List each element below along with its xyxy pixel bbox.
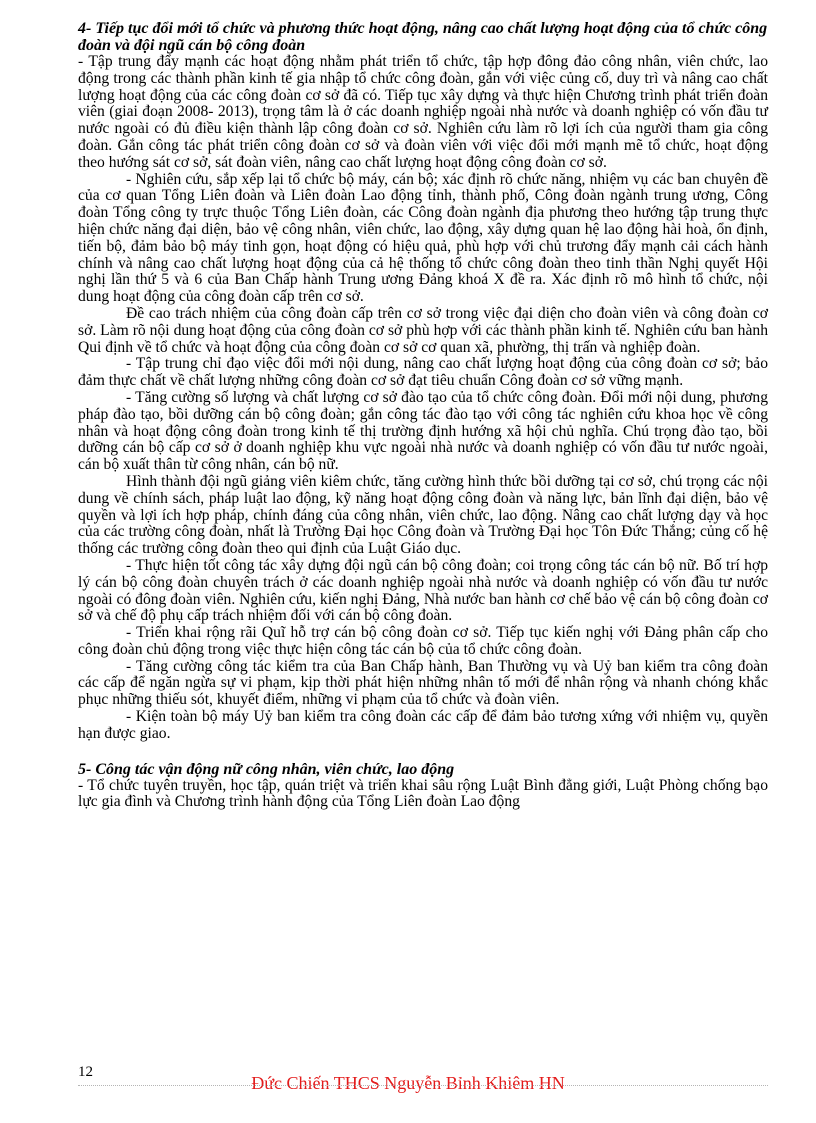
paragraph: Đề cao trách nhiệm của công đoàn cấp trên cơ sở trong việc đại diện cho đoàn viên và công đoàn cơ sở. Làm rõ nội dung hoạt động của công đoàn cơ sở phù hợp với các thành phần kinh tế. Nghiên cứu ban hành Qui định về tổ chức và hoạt động của công đoàn cơ sở cơ quan xã, phường, thị trấn và nghiệp đoàn. bbox=[78, 304, 768, 356]
paragraph: - Nghiên cứu, sắp xếp lại tổ chức bộ máy, cán bộ; xác định rõ chức năng, nhiệm vụ các ban chuyên đề của cơ quan Tổng Liên đoàn và Liên đoàn Lao động tỉnh, thành phố, Công đoàn ngành trung ương, Công đoàn Tổng công ty trực thuộc Tổng Liên đoàn, các Công đoàn ngành địa phương theo hướng tập trung thực hiện chức năng đại diện, bảo vệ công nhân, viên chức, lao động, xây dựng quan hệ lao động hài hoà, ổn định, tiến bộ, đảm bảo bộ máy tinh gọn, hoạt động có hiệu quả, phù hợp với chủ trương đẩy mạnh cải cách hành chính và nâng cao chất lượng hoạt động của cả hệ thống tổ chức công đoàn theo tinh thần Nghị quyết Hội nghị lần thứ 5 và 6 của Ban Chấp hành Trung ương Đảng khoá X đề ra. Xác định rõ mô hình tổ chức, nội dung hoạt động của công đoàn cấp trên cơ sở. bbox=[78, 170, 768, 306]
paragraph: - Thực hiện tốt công tác xây dựng đội ngũ cán bộ công đoàn; coi trọng công tác cán bộ nữ. Bố trí hợp lý cán bộ công đoàn chuyên trách ở các doanh nghiệp ngoài nhà nước và doanh nghiệp có vốn đầu tư nước ngoài có đông đoàn viên. Nghiên cứu, kiến nghị Đảng, Nhà nước ban hành cơ chế bảo vệ cán bộ công đoàn cơ sở và chế độ phụ cấp trách nhiệm đối với cán bộ công đoàn. bbox=[78, 556, 768, 625]
section-5-heading: 5- Công tác vận động nữ công nhân, viên chức, lao động bbox=[78, 760, 455, 778]
section-4-content bbox=[78, 54, 768, 743]
paragraph: - Tăng cường công tác kiểm tra của Ban Chấp hành, Ban Thường vụ và Uỷ ban kiểm tra công đoàn các cấp để ngăn ngừa sự vi phạm, kịp thời phát hiện những nhân tố mới để nhân rộng và nhanh chóng khắc phục những thiếu sót, khuyết điểm, những vi phạm của tổ chức và đoàn viên. bbox=[78, 657, 768, 709]
paragraph: Hình thành đội ngũ giảng viên kiêm chức, tăng cường hình thức bồi dưỡng tại cơ sở, chú trọng các nội dung về chính sách, pháp luật lao động, kỹ năng hoạt động công đoàn và năng lực, bản lĩnh đại diện, bảo vệ quyền và lợi ích hợp pháp, chính đáng của công nhân, viên chức, lao động. Nâng cao chất lượng dạy và học của các trường công đoàn, nhất là Trường Đại học Công đoàn và Trường Đại học Tôn Đức Thắng; củng cố hệ thống các trường công đoàn theo qui định của Luật Giáo dục. bbox=[78, 472, 768, 558]
section-4-heading: 4- Tiếp tục đổi mới tổ chức và phương thức hoạt động, nâng cao chất lượng hoạt động của tổ chức công đoàn và đội ngũ cán bộ công đoàn bbox=[78, 20, 768, 54]
page-number: 12 bbox=[78, 1064, 93, 1080]
page-footer: Đức Chiến THCS Nguyễn Bỉnh Khiêm HN bbox=[251, 1073, 565, 1093]
paragraph: - Tăng cường số lượng và chất lượng cơ sở đào tạo của tổ chức công đoàn. Đổi mới nội dung, phương pháp đào tạo, bồi dưỡng cán bộ công đoàn; gắn công tác đào tạo với công tác nghiên cứu khoa học về công nhân và hoạt động công đoàn trong kinh tế thị trường định hướng xã hội chủ nghĩa. Chú trọng đào tạo, bồi dưỡng cán bộ cấp cơ sở ở doanh nghiệp khu vực ngoài nhà nước và doanh nghiệp có vốn đầu tư nước ngoài, cán bộ xuất thân từ công nhân, cán bộ nữ. bbox=[78, 388, 768, 474]
section-5-content bbox=[78, 778, 768, 812]
paragraph: - Triển khai rộng rãi Quĩ hỗ trợ cán bộ công đoàn cơ sở. Tiếp tục kiến nghị với Đảng phân cấp cho công đoàn chủ động trong việc thực hiện công tác cán bộ của tổ chức công đoàn. bbox=[78, 624, 768, 658]
paragraph: - Tổ chức tuyên truyền, học tập, quán triệt và triển khai sâu rộng Luật Bình đẳng giới, Luật Phòng chống bạo lực gia đình và Chương trình hành động của Tổng Liên đoàn Lao động bbox=[78, 776, 768, 811]
paragraph: - Kiện toàn bộ máy Uỷ ban kiểm tra công đoàn các cấp để đảm bảo tương xứng với nhiệm vụ, quyền hạn được giao. bbox=[78, 708, 768, 742]
footer-divider bbox=[78, 1085, 768, 1086]
document-body bbox=[78, 20, 768, 811]
paragraph: - Tập trung chỉ đạo việc đổi mới nội dung, nâng cao chất lượng hoạt động của công đoàn cơ sở; bảo đảm thực chất về chất lượng những công đoàn cơ sở đạt tiêu chuẩn Công đoàn cơ sở vững mạnh. bbox=[78, 355, 768, 390]
paragraph: - Tập trung đẩy mạnh các hoạt động nhằm phát triển tổ chức, tập hợp đông đảo công nhân, viên chức, lao động trong các thành phần kinh tế gia nhập tổ chức công đoàn, gắn với việc củng cố, duy trì và nâng cao chất lượng hoạt động của các công đoàn cơ sở đã có. Tiếp tục xây dựng và thực hiện Chương trình phát triển đoàn viên (giai đoạn 2008- 2013), trọng tâm là ở các doanh nghiệp ngoài nhà nước và doanh nghiệp có vốn đầu tư nước ngoài có đủ điều kiện thành lập công đoàn cơ sở. Nghiên cứu làm rõ lợi ích của người tham gia công đoàn. Gắn công tác phát triển công đoàn cơ sở và đoàn viên với việc đổi mới mạnh mẽ tổ chức, hoạt động theo hướng sát cơ sở, sát đoàn viên, nâng cao chất lượng hoạt động công đoàn cơ sở. bbox=[78, 53, 768, 171]
